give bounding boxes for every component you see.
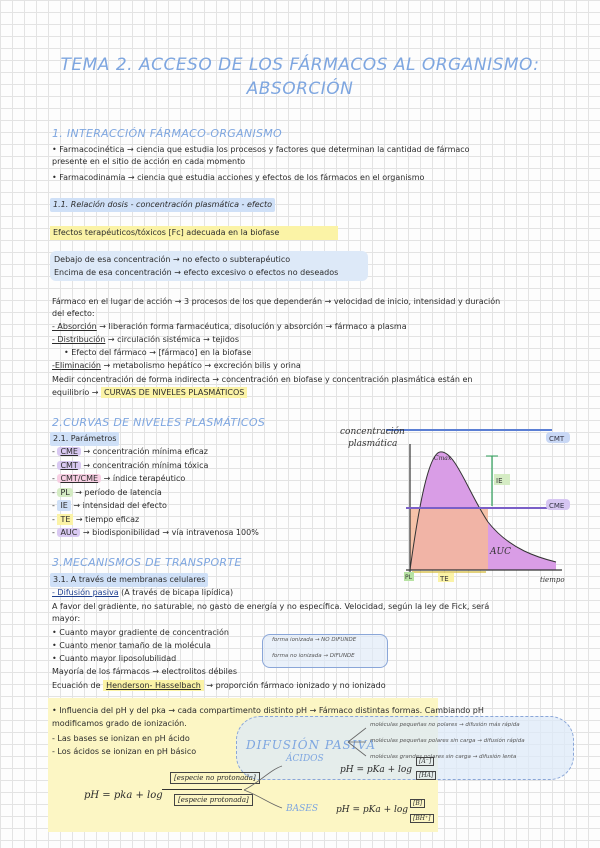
bases-label: BASES — [286, 804, 319, 814]
brace-arrows — [346, 722, 370, 762]
ylabel-1: concentración — [340, 427, 405, 437]
henderson-pre: Ecuación de — [52, 681, 104, 690]
acidos-formula: pH = pKa + log — [340, 765, 413, 775]
subsection-3-1: 3.1. A través de membranas celulares — [50, 573, 208, 587]
formula-general-left: pH = pka + log — [84, 790, 163, 801]
paragraph-medir-cont — [52, 387, 247, 399]
paragraph-medir: Medir concentración de forma indirecta → concentración en biofase y concentración plasmática están en — [52, 375, 473, 384]
distribucion-label: - Distribución — [52, 335, 106, 344]
paragraph-procesos: Fármaco en el lugar de acción → 3 procesos de los que dependerán → velocidad de inicio, intensidad y duración — [52, 297, 501, 306]
absorcion-text: → liberación forma farmacéutica, disolución y absorción → fármaco a plasma — [96, 322, 407, 331]
distribucion-text: → circulación sistémica → tejidos — [105, 335, 239, 344]
param-item: - PL → período de latencia — [52, 487, 162, 497]
subsection-2-1: 2.1. Parámetros — [50, 432, 119, 446]
acidos-label: ÁCIDOS — [286, 754, 324, 764]
mol-small-nonpolar: moléculas pequeñas no polares → difusión más rápida — [370, 722, 520, 728]
item-distribucion — [52, 334, 239, 346]
param-item: - CMT/CME → índice terapéutico — [52, 474, 186, 483]
ph-influence-2: modificamos grado de ionización. — [52, 719, 187, 728]
pl-label: PL — [405, 574, 412, 581]
bullet-farmacodinamia: • Farmacodinamia → ciencia que estudia acciones y efectos de los fármacos en el organismo — [52, 173, 425, 182]
param-tag: CMT — [57, 461, 80, 470]
ylabel-2: plasmática — [348, 439, 398, 449]
dp-label: - Difusión pasiva — [52, 588, 119, 597]
henderson-line — [52, 680, 386, 692]
param-text: → tiempo eficaz — [73, 514, 140, 524]
section-2-heading: 2.CURVAS DE NIVELES PLASMÁTICOS — [52, 416, 266, 429]
param-item: - AUC → biodisponibilidad → vía intravenosa 100% — [52, 528, 259, 537]
note-no-ionizada: forma no ionizada → DIFUNDE — [272, 653, 355, 659]
cmax-label: Cmax — [434, 455, 452, 462]
param-tag: TE — [57, 514, 73, 525]
acidos-num: [A⁻] — [416, 757, 434, 766]
bases-den: [BH⁺] — [410, 814, 434, 823]
plasma-curve-graph — [340, 422, 572, 588]
xlabel: tiempo — [540, 576, 565, 584]
param-text: → concentración mínima tóxica — [80, 460, 209, 470]
param-item: - CMT → concentración mínima tóxica — [52, 460, 209, 470]
mol-small-polar: moléculas pequeñas polares sin carga → difusión rápida — [370, 738, 525, 744]
param-text: → índice terapéutico — [101, 474, 186, 483]
paragraph-gradiente-cont: mayor: — [52, 614, 81, 623]
param-tag: CMT/CME — [57, 474, 101, 483]
item-absorcion — [52, 321, 407, 333]
equilibrio-text: equilibrio → — [52, 388, 102, 397]
page-title: TEMA 2. ACCESO DE LOS FÁRMACOS AL ORGANISMO: — [60, 55, 540, 75]
param-tag: AUC — [57, 528, 80, 537]
eliminacion-label: -Eliminación — [52, 361, 101, 370]
list-liposolubilidad: • Cuanto mayor liposolubilidad — [52, 654, 177, 663]
paragraph-gradiente: A favor del gradiente, no saturable, no gasto de energía y no específica. Velocidad, según la ley de Fick, será — [52, 602, 490, 611]
bullet-farmacocinetica: • Farmacocinética → ciencia que estudia los procesos y factores que determinan la cantidad de fármaco — [52, 145, 470, 154]
note-debajo: Debajo de esa concentración → no efecto o subterapéutico — [54, 255, 291, 264]
param-text: → concentración mínima eficaz — [80, 447, 208, 456]
param-item: - TE → tiempo eficaz — [52, 514, 140, 524]
formula-den: [especie protonada] — [174, 794, 253, 806]
subsection-1-1: 1.1. Relación dosis - concentración plasmática - efecto — [50, 198, 275, 212]
list-gradiente: • Cuanto mayor gradiente de concentración — [52, 628, 229, 637]
param-text: → intensidad del efecto — [70, 501, 167, 510]
highlight-box-efectos: Efectos terapéuticos/tóxicos [Fc] adecuada en la biofase — [50, 226, 338, 240]
bullet-farmacocinetica-cont: presente en el sitio de acción en cada momento — [52, 157, 246, 166]
henderson-highlight: Henderson- Hasselbach — [103, 680, 204, 691]
auc-label: AUC — [490, 547, 511, 557]
eliminacion-text: → metabolismo hepático → excreción bilis y orina — [100, 361, 301, 370]
acidos-den: [HA] — [416, 771, 436, 780]
henderson-post: → proporción fármaco ionizado y no ionizado — [203, 681, 386, 690]
page-title-line2: ABSORCIÓN — [246, 79, 354, 99]
param-tag: CME — [57, 447, 81, 456]
ph-bases: - Las bases se ionizan en pH ácido — [52, 734, 190, 743]
list-tamano: • Cuanto menor tamaño de la molécula — [52, 641, 211, 650]
item-eliminacion — [52, 360, 301, 372]
param-tag: PL — [57, 488, 72, 497]
ph-influence-1: • Influencia del pH y del pka → cada compartimento distinto pH → Fármaco distintas formas. Cambiando pH — [52, 706, 484, 715]
formula-num: [especie no protonada] — [170, 772, 260, 784]
cme-label: CME — [549, 502, 565, 510]
section-3-heading: 3.MECANISMOS DE TRANSPORTE — [52, 556, 242, 569]
ie-label: IE — [496, 477, 503, 485]
mol-large-polar: moléculas grandes polares sin carga → difusión lenta — [370, 754, 517, 760]
bases-num: [B] — [410, 799, 425, 808]
note-encima: Encima de esa concentración → efecto excesivo o efectos no deseados — [54, 268, 339, 277]
dp-text: (A través de bicapa lipídica) — [118, 588, 234, 597]
param-text: → período de latencia — [72, 487, 162, 497]
absorcion-label: - Absorción — [52, 322, 97, 331]
item-efecto-farmaco: • Efecto del fármaco → [fármaco] en la biofase — [64, 348, 252, 357]
bases-formula: pH = pKa + log — [336, 805, 409, 815]
note-ionizada: forma ionizada → NO DIFUNDE — [272, 637, 357, 643]
cmt-label: CMT — [549, 435, 565, 443]
ph-acidos: - Los ácidos se ionizan en pH básico — [52, 747, 197, 756]
param-tag: IE — [57, 500, 70, 511]
paragraph-procesos-cont: del efecto: — [52, 309, 95, 318]
list-electrolitos: Mayoría de los fármacos → electrolitos débiles — [52, 667, 237, 676]
param-item: - IE → intensidad del efecto — [52, 501, 167, 510]
param-item: - CME → concentración mínima eficaz — [52, 447, 208, 456]
te-label: TE — [440, 575, 449, 583]
difusion-pasiva-big: DIFUSIÓN PASIVA — [246, 738, 377, 752]
section-1-heading: 1. INTERACCIÓN FÁRMACO-ORGANISMO — [52, 127, 283, 140]
difusion-pasiva-title — [52, 587, 233, 599]
fraction-bar — [162, 789, 242, 790]
te-area — [410, 508, 488, 570]
param-text: → biodisponibilidad → vía intravenosa 100% — [80, 528, 259, 537]
curvas-highlight: CURVAS DE NIVELES PLASMÁTICOS — [101, 387, 247, 398]
